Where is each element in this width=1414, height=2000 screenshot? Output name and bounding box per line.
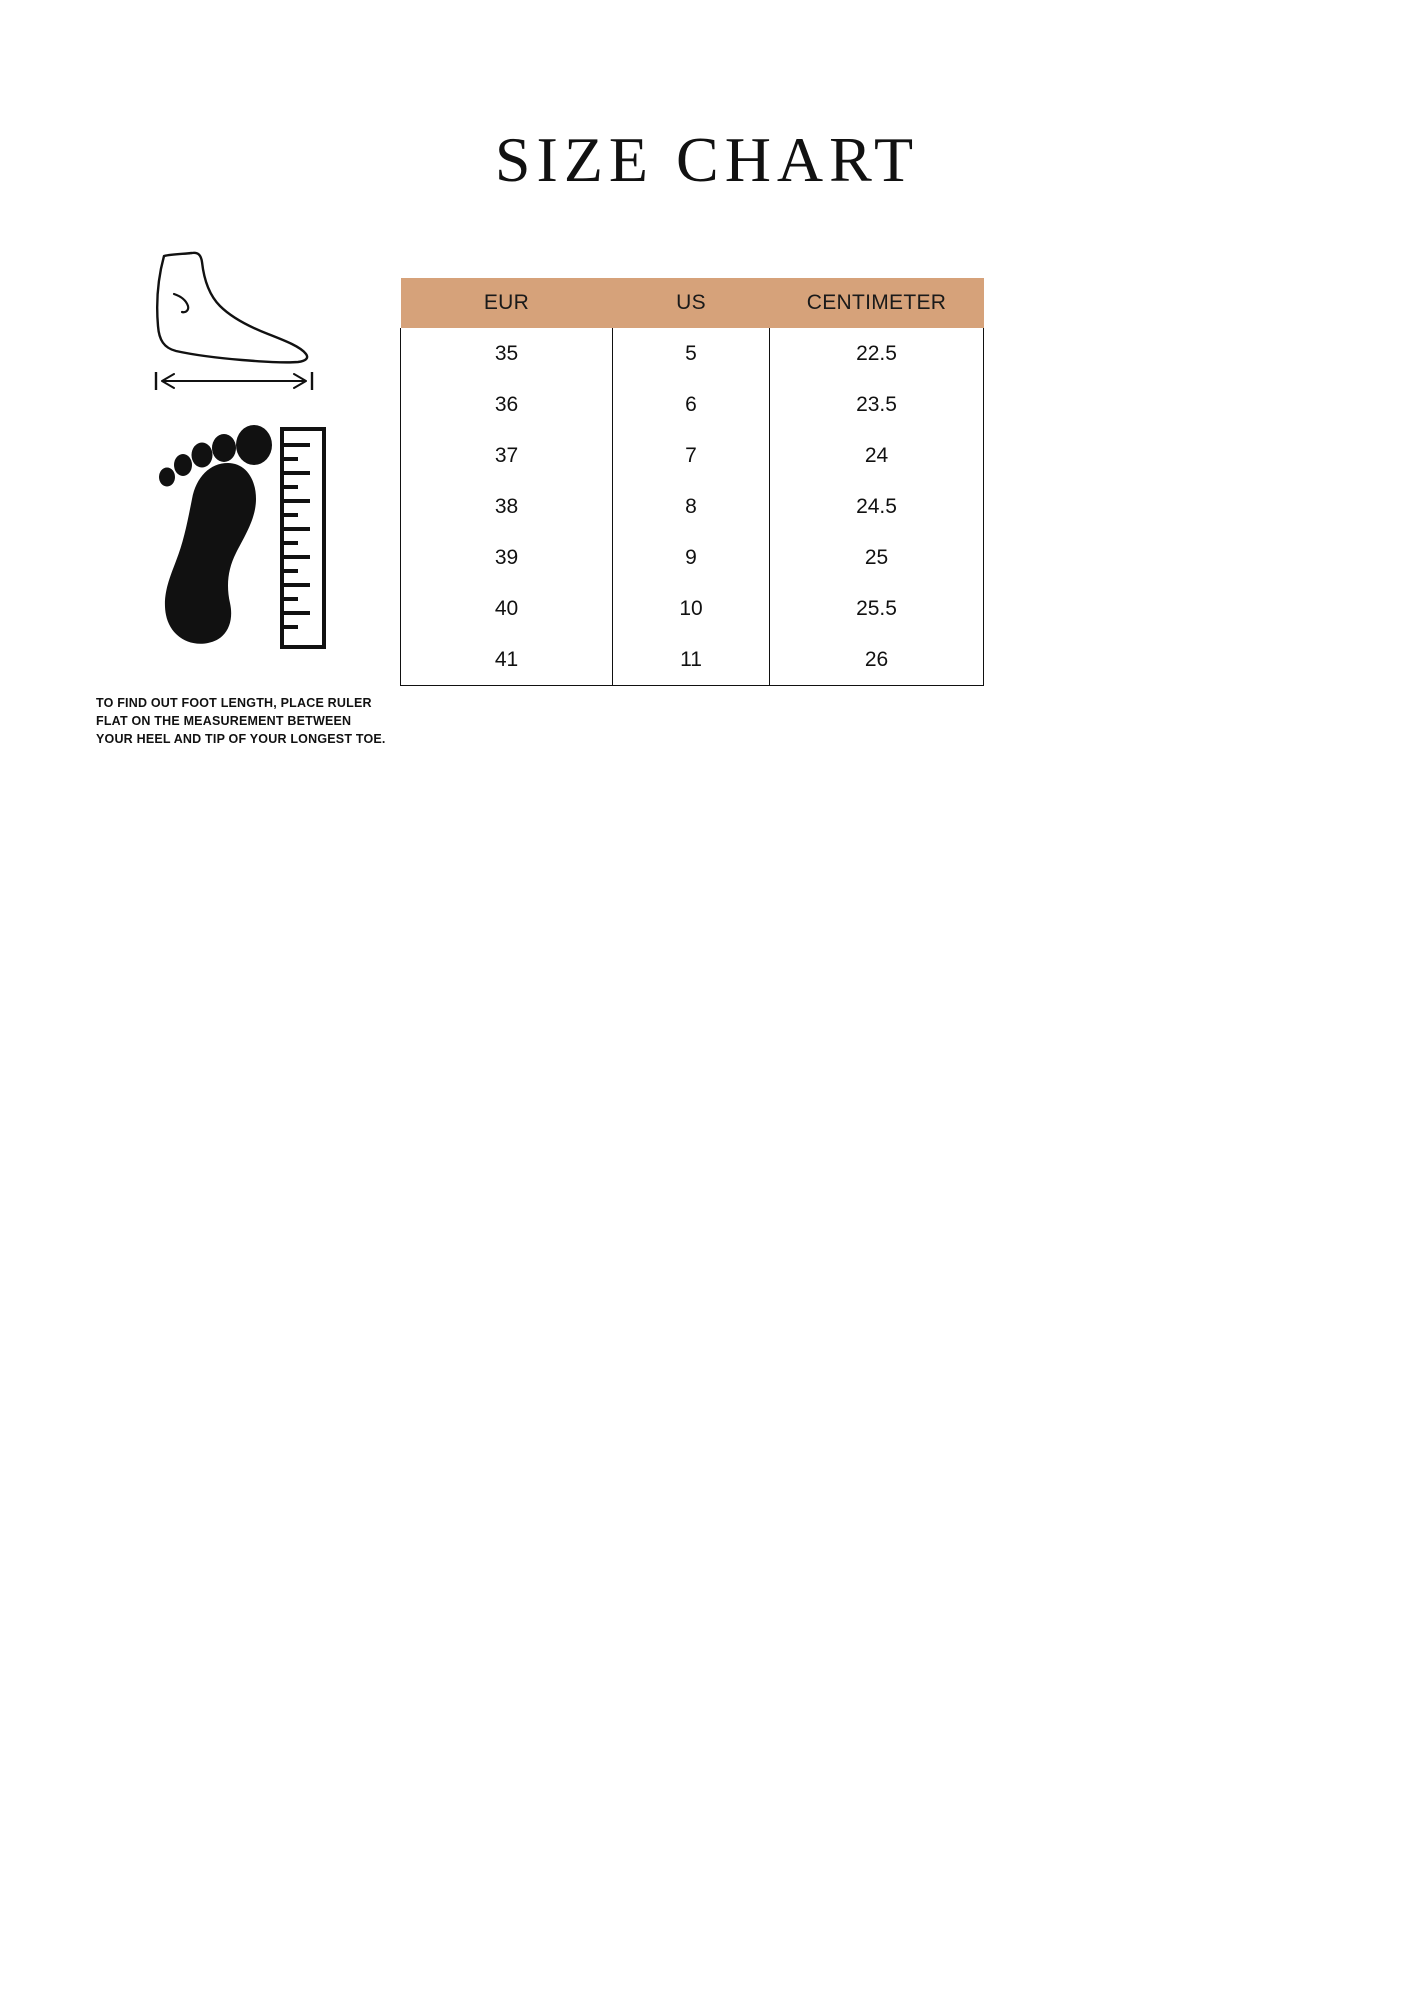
column-header-eur: EUR [401,278,613,328]
cell-eur: 37 [401,430,613,481]
cell-us: 5 [613,328,770,379]
table-row [401,379,984,430]
cell-us: 6 [613,379,770,430]
cell-cm: 24.5 [770,481,984,532]
table-row [401,532,984,583]
cell-cm: 26 [770,634,984,686]
cell-us: 9 [613,532,770,583]
cell-cm: 25.5 [770,583,984,634]
cell-cm: 25 [770,532,984,583]
column-header-us: US [613,278,770,328]
table-row [401,634,984,686]
table-row [401,481,984,532]
foot-side-view-icon [146,248,326,398]
cell-eur: 39 [401,532,613,583]
cell-cm: 24 [770,430,984,481]
cell-cm: 23.5 [770,379,984,430]
cell-eur: 36 [401,379,613,430]
table-row [401,583,984,634]
table-row [401,328,984,379]
page-title: SIZE CHART [494,124,920,195]
illustration-column [96,248,386,748]
size-chart-table [400,278,984,686]
cell-us: 11 [613,634,770,686]
column-header-centimeter: CENTIMETER [770,278,984,328]
cell-us: 8 [613,481,770,532]
table-row [401,430,984,481]
footprint-ruler-icon [136,415,356,665]
cell-eur: 35 [401,328,613,379]
cell-eur: 40 [401,583,613,634]
cell-eur: 41 [401,634,613,686]
cell-eur: 38 [401,481,613,532]
measurement-instructions: TO FIND OUT FOOT LENGTH, PLACE RULER FLAT ON THE MEASUREMENT BETWEEN YOUR HEEL AND TIP OF YOUR LONGEST TOE. [96,696,386,747]
cell-us: 10 [613,583,770,634]
cell-us: 7 [613,430,770,481]
table-header-row [401,278,984,328]
cell-cm: 22.5 [770,328,984,379]
